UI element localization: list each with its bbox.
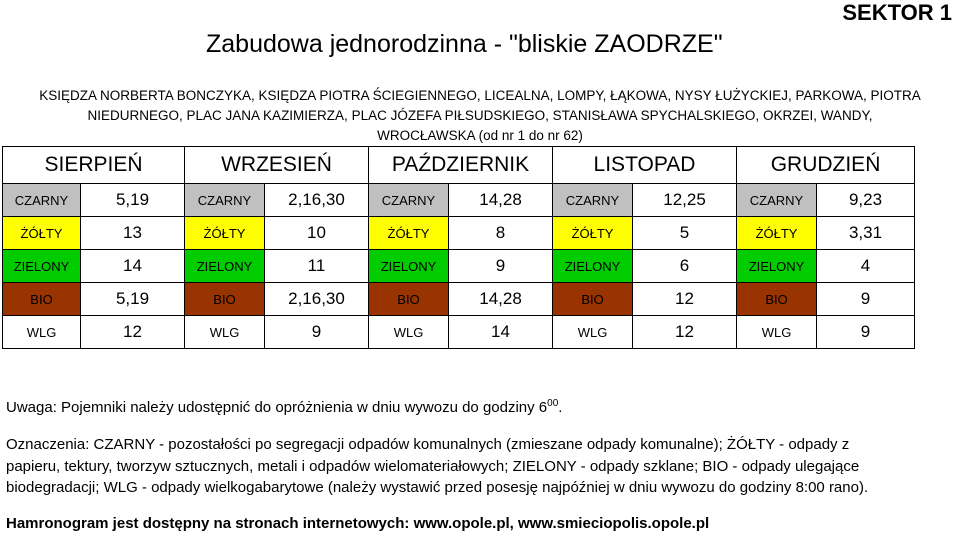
month-header: WRZESIEŃ xyxy=(185,147,369,184)
waste-type-label: ZIELONY xyxy=(3,250,81,283)
waste-type-label: BIO xyxy=(185,283,265,316)
schedule-row xyxy=(3,316,915,349)
waste-type-label: CZARNY xyxy=(737,184,817,217)
pickup-days: 5,19 xyxy=(81,283,185,316)
pickup-days: 9,23 xyxy=(817,184,915,217)
note-text: Uwaga: Pojemniki należy udostępnić do opróżnienia w dniu wywozu do godziny 6 xyxy=(6,399,548,416)
pickup-note xyxy=(6,398,562,416)
pickup-days: 14 xyxy=(449,316,553,349)
waste-type-label: WLG xyxy=(737,316,817,349)
pickup-days: 14,28 xyxy=(449,283,553,316)
streets-line: NIEDURNEGO, PLAC JANA KAZIMIERZA, PLAC JÓZEFA PIŁSUDSKIEGO, STANISŁAWA SPYCHALSKIEGO, OKRZEI, WANDY, xyxy=(87,108,873,123)
pickup-days: 8 xyxy=(449,217,553,250)
pickup-days: 5 xyxy=(633,217,737,250)
pickup-days: 9 xyxy=(817,283,915,316)
pickup-days: 12 xyxy=(633,316,737,349)
note-superscript: 00 xyxy=(547,398,559,409)
pickup-days: 2,16,30 xyxy=(265,184,369,217)
schedule-row xyxy=(3,283,915,316)
streets-line: KSIĘDZA NORBERTA BONCZYKA, KSIĘDZA PIOTRA ŚCIEGIENNEGO, LICEALNA, LOMPY, ŁĄKOWA, NYSY ŁUŻYCKIEJ, PARKOWA, PIOTRA xyxy=(39,88,921,103)
waste-type-label: WLG xyxy=(185,316,265,349)
waste-type-label: ŻÓŁTY xyxy=(737,217,817,250)
pickup-days: 13 xyxy=(81,217,185,250)
waste-type-label: ŻÓŁTY xyxy=(369,217,449,250)
footer-info: Hamronogram jest dostępny na stronach internetowych: www.opole.pl, www.smieciopolis.opole.pl xyxy=(6,515,710,532)
legend-description: Oznaczenia: CZARNY - pozostałości po segregacji odpadów komunalnych (zmieszane odpady komunalne); ŻÓŁTY - odpady z papieru, tektury, tworzyw sztucznych, metali i odpadów wielomateriałowych; ZIELONY - odpady szklane; BIO - odpady ulegające biodegradacji; WLG - odpady wielkogabarytowe (należy wystawić przed posesję najpóźniej w dniu wywozu do godziny 8:00 rano). xyxy=(6,436,869,496)
pickup-days: 12 xyxy=(633,283,737,316)
schedule-row xyxy=(3,184,915,217)
pickup-days: 6 xyxy=(633,250,737,283)
schedule-row xyxy=(3,250,915,283)
waste-type-label: WLG xyxy=(3,316,81,349)
month-header: PAŹDZIERNIK xyxy=(369,147,553,184)
pickup-days: 9 xyxy=(265,316,369,349)
waste-type-label: BIO xyxy=(369,283,449,316)
sector-label: SEKTOR 1 xyxy=(842,0,952,25)
waste-type-label: WLG xyxy=(553,316,633,349)
streets-list xyxy=(0,86,960,146)
waste-type-label: CZARNY xyxy=(369,184,449,217)
pickup-days: 9 xyxy=(817,316,915,349)
waste-type-label: CZARNY xyxy=(185,184,265,217)
waste-type-label: BIO xyxy=(737,283,817,316)
pickup-days: 14 xyxy=(81,250,185,283)
month-header: LISTOPAD xyxy=(553,147,737,184)
waste-type-label: ZIELONY xyxy=(553,250,633,283)
month-header: GRUDZIEŃ xyxy=(737,147,915,184)
pickup-days: 2,16,30 xyxy=(265,283,369,316)
waste-type-label: WLG xyxy=(369,316,449,349)
pickup-days: 3,31 xyxy=(817,217,915,250)
waste-type-label: ZIELONY xyxy=(369,250,449,283)
waste-type-label: BIO xyxy=(553,283,633,316)
pickup-days: 12,25 xyxy=(633,184,737,217)
waste-type-label: ŻÓŁTY xyxy=(185,217,265,250)
waste-type-label: ŻÓŁTY xyxy=(3,217,81,250)
pickup-days: 9 xyxy=(449,250,553,283)
pickup-days: 12 xyxy=(81,316,185,349)
waste-type-label: ZIELONY xyxy=(737,250,817,283)
streets-line: WROCŁAWSKA (od nr 1 do nr 62) xyxy=(377,128,583,143)
month-header: SIERPIEŃ xyxy=(3,147,185,184)
waste-type-label: CZARNY xyxy=(3,184,81,217)
waste-type-label: BIO xyxy=(3,283,81,316)
pickup-days: 4 xyxy=(817,250,915,283)
pickup-days: 10 xyxy=(265,217,369,250)
months-header-row xyxy=(3,147,915,184)
waste-type-label: ZIELONY xyxy=(185,250,265,283)
schedule-row xyxy=(3,217,915,250)
pickup-days: 14,28 xyxy=(449,184,553,217)
pickup-days: 5,19 xyxy=(81,184,185,217)
pickup-days: 11 xyxy=(265,250,369,283)
page-title: Zabudowa jednorodzinna - "bliskie ZAODRZE" xyxy=(206,30,723,58)
note-end: . xyxy=(558,399,563,416)
waste-type-label: CZARNY xyxy=(553,184,633,217)
schedule-table xyxy=(2,146,915,349)
waste-type-label: ŻÓŁTY xyxy=(553,217,633,250)
